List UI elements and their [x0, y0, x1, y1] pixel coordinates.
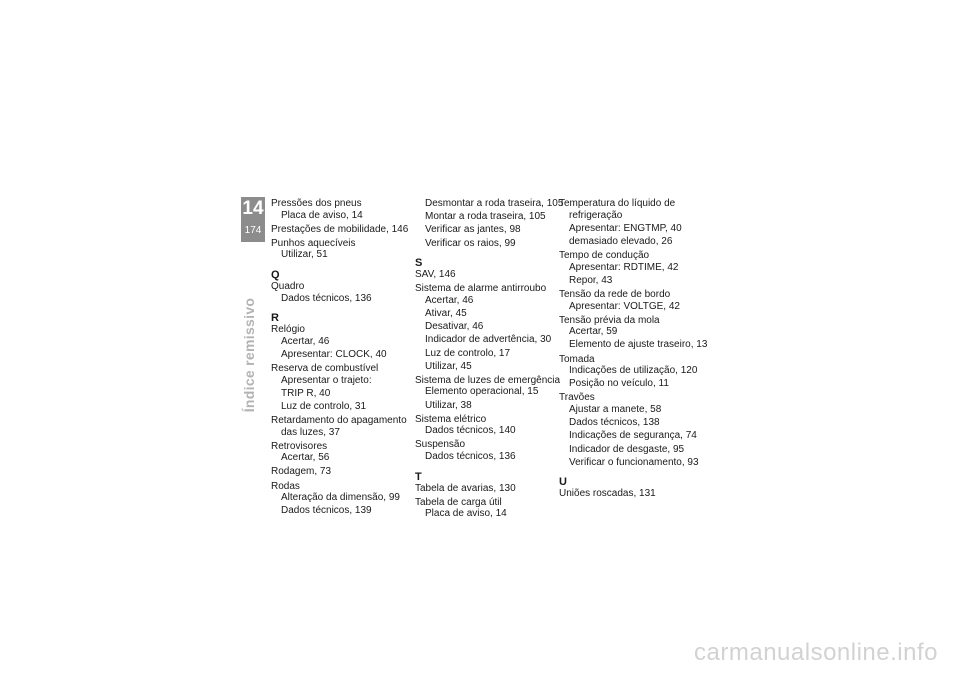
index-entry — [271, 238, 421, 261]
index-column-3 — [559, 198, 709, 502]
index-term: Relógio — [271, 324, 305, 336]
index-letter-heading: R — [271, 312, 279, 325]
index-subentry: Placa de aviso, 14 — [425, 508, 507, 520]
index-subentry: Utilizar, 38 — [425, 399, 472, 411]
index-entry — [271, 441, 421, 464]
index-subentry: Desativar, 46 — [425, 321, 484, 333]
index-subentry: Dados técnicos, 139 — [281, 505, 372, 517]
index-term: Temperatura do líquido de — [559, 198, 676, 209]
index-term: Tensão da rede de bordo — [559, 288, 671, 300]
index-subentry: Posição no veículo, 11 — [569, 378, 669, 390]
index-subentry: Repor, 43 — [569, 274, 613, 286]
index-subentry: Apresentar: ENGTMP, 40 — [569, 222, 682, 234]
index-term: Uniões roscadas, 131 — [559, 488, 656, 500]
index-entry — [415, 283, 565, 372]
index-term: Tabela de avarias, 130 — [415, 482, 516, 494]
index-entry — [271, 198, 421, 221]
index-term: Suspensão — [415, 439, 466, 451]
index-entry — [271, 481, 421, 517]
index-subentry: Alteração da dimensão, 99 — [281, 492, 400, 504]
index-term: Retardamento do apagamento — [271, 415, 407, 427]
index-subentry: Elemento operacional, 15 — [425, 386, 539, 398]
chapter-number: 14 — [242, 198, 264, 219]
index-subentry: Dados técnicos, 136 — [281, 292, 372, 304]
index-subentry: Luz de controlo, 31 — [281, 401, 367, 412]
index-subentry: Desmontar a roda traseira, 105 — [425, 198, 564, 209]
index-term: Reserva de combustível — [271, 363, 379, 375]
index-entry — [415, 483, 565, 495]
index-term: Tensão prévia da mola — [559, 314, 660, 326]
index-subentry: demasiado elevado, 26 — [569, 235, 673, 247]
index-subentry: Elemento de ajuste traseiro, 13 — [569, 339, 708, 351]
index-entry — [271, 224, 421, 236]
index-entry — [415, 497, 565, 520]
section-title: Índice remissivo — [241, 297, 257, 413]
index-subentry: Utilizar, 45 — [425, 360, 472, 372]
index-subentry: Dados técnicos, 140 — [425, 425, 516, 437]
index-term: Pressões dos pneus — [271, 198, 362, 209]
index-entry — [271, 324, 421, 360]
index-term: Rodas — [271, 480, 300, 492]
index-subentry: Acertar, 46 — [425, 294, 474, 306]
index-subentry: Acertar, 46 — [281, 335, 330, 347]
index-subentry: Dados técnicos, 138 — [569, 417, 660, 429]
index-entry — [415, 439, 565, 462]
index-subentry: Indicador de desgaste, 95 — [569, 443, 685, 455]
index-term: Rodagem, 73 — [271, 466, 332, 478]
index-subentry: Ativar, 45 — [425, 308, 467, 320]
index-subentry: Apresentar: CLOCK, 40 — [281, 348, 387, 360]
index-letter-heading: T — [415, 470, 422, 483]
index-subentry: Acertar, 59 — [569, 326, 618, 338]
index-term: Retrovisores — [271, 440, 328, 452]
index-entry — [415, 198, 565, 249]
index-term: Sistema de alarme antirroubo — [415, 283, 547, 295]
index-term: Sistema elétrico — [415, 413, 487, 425]
index-subentry: Utilizar, 51 — [281, 249, 328, 261]
index-subentry: Indicador de advertência, 30 — [425, 334, 552, 346]
index-subentry: Luz de controlo, 17 — [425, 347, 511, 359]
index-subentry: Apresentar: RDTIME, 42 — [569, 261, 679, 273]
index-letter-heading: U — [559, 476, 567, 489]
index-subentry: Acertar, 56 — [281, 452, 330, 464]
chapter-tab — [241, 197, 265, 242]
index-subentry: TRIP R, 40 — [281, 387, 331, 399]
index-subentry: refrigeração — [569, 209, 623, 221]
index-subentry: Verificar os raios, 99 — [425, 237, 516, 249]
index-subentry: Montar a roda traseira, 105 — [425, 211, 546, 223]
index-term: Tabela de carga útil — [415, 496, 502, 508]
index-subentry: Ajustar a manete, 58 — [569, 403, 662, 415]
index-subentry: Indicações de utilização, 120 — [569, 365, 698, 377]
index-subentry: Apresentar: VOLTGE, 42 — [569, 300, 680, 312]
index-entry — [271, 466, 421, 478]
watermark: carmanualsonline.info — [694, 639, 938, 666]
index-subentry: Placa de aviso, 14 — [281, 209, 363, 221]
index-letter-heading: S — [415, 257, 423, 270]
index-entry — [559, 315, 709, 351]
index-subentry: Indicações de segurança, 74 — [569, 430, 697, 442]
index-entry — [415, 269, 565, 281]
index-column-1 — [271, 198, 421, 519]
index-term: Prestações de mobilidade, 146 — [271, 223, 409, 235]
index-term: Sistema de luzes de emergência — [415, 374, 561, 386]
index-entry — [559, 392, 709, 468]
index-entry — [559, 250, 709, 286]
index-entry — [415, 375, 565, 411]
index-entry — [271, 363, 421, 413]
index-term: Tomada — [559, 353, 595, 365]
index-subentry: das luzes, 37 — [281, 426, 340, 438]
index-subentry: Verificar as jantes, 98 — [425, 224, 521, 236]
index-term: SAV, 146 — [415, 269, 456, 281]
index-term: Punhos aquecíveis — [271, 237, 356, 249]
index-entry — [271, 415, 421, 438]
index-term: Quadro — [271, 280, 305, 292]
index-term: Tempo de condução — [559, 250, 650, 262]
index-term: Travões — [559, 392, 595, 404]
index-entry — [559, 354, 709, 390]
index-letter-heading: Q — [271, 268, 280, 281]
index-entry — [559, 488, 709, 500]
index-subentry: Apresentar o trajeto: — [281, 374, 372, 386]
page-number: 174 — [244, 225, 262, 236]
index-column-2 — [415, 198, 565, 522]
index-entry — [559, 198, 709, 248]
index-entry — [271, 281, 421, 304]
index-entry — [559, 289, 709, 312]
index-subentry: Dados técnicos, 136 — [425, 451, 516, 463]
index-subentry: Verificar o funcionamento, 93 — [569, 456, 699, 468]
index-entry — [415, 414, 565, 437]
